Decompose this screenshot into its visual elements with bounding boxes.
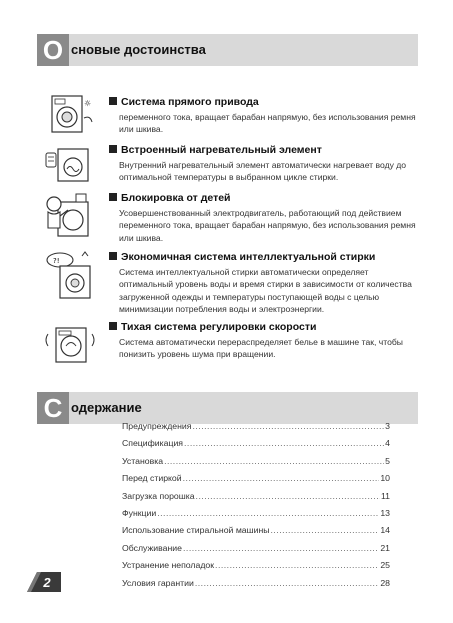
quiet-speed-icon xyxy=(42,320,98,366)
toc-label: Использование стиральной машины xyxy=(122,525,270,536)
section-title: сновые достоинства xyxy=(71,42,206,57)
bullet-square-icon xyxy=(109,322,117,330)
toc-page: 4 xyxy=(385,438,390,449)
svg-text:☼: ☼ xyxy=(84,99,92,108)
toc-label: Устранение неполадок xyxy=(122,560,215,571)
bullet-square-icon xyxy=(109,145,117,153)
toc-page: 10 xyxy=(380,473,390,484)
toc-label: Предупреждения xyxy=(122,421,192,431)
child-lock-icon xyxy=(40,192,98,242)
bullet-square-icon xyxy=(109,193,117,201)
toc-page: 14 xyxy=(380,525,390,536)
toc-entry[interactable] xyxy=(122,525,390,542)
toc-page: 25 xyxy=(380,560,390,571)
feature-title: Тихая система регулировки скорости xyxy=(121,321,317,333)
feature-direct-drive xyxy=(109,95,419,136)
toc-label: Спецификация xyxy=(122,438,183,449)
bullet-square-icon xyxy=(109,97,117,105)
bullet-square-icon xyxy=(109,252,117,260)
feature-title: Система прямого привода xyxy=(121,96,259,108)
toc-page: 13 xyxy=(380,507,390,518)
feature-title: Встроенный нагревательный элемент xyxy=(121,144,322,156)
feature-quiet-speed xyxy=(109,320,419,361)
toc-entry[interactable] xyxy=(122,543,390,560)
feature-heater xyxy=(109,143,419,184)
table-of-contents xyxy=(122,421,390,595)
toc-entry[interactable] xyxy=(122,560,390,577)
section-header-features xyxy=(37,34,418,66)
toc-page: 5 xyxy=(385,455,390,466)
svg-text:?!: ?! xyxy=(53,257,60,265)
smart-wash-icon xyxy=(40,250,98,300)
toc-label: Обслуживание xyxy=(122,542,182,553)
feature-text: Система автоматически перераспределяет белье в машине так, чтобы понизить уровень шума при вращении. xyxy=(119,337,403,360)
toc-label: Функции xyxy=(122,507,157,518)
feature-child-lock xyxy=(109,191,419,244)
toc-entry[interactable] xyxy=(122,456,390,473)
toc-entry[interactable] xyxy=(122,491,390,508)
toc-page: 11 xyxy=(380,490,390,501)
toc-entry[interactable] xyxy=(122,421,390,438)
feature-title: Экономичная система интеллектуальной стирки xyxy=(121,251,376,263)
feature-smart-wash xyxy=(109,250,419,315)
page-number-badge xyxy=(27,572,61,592)
feature-text: Внутренний нагревательный элемент автоматически нагревает воду до оптимальной температуры в выбранном цикле стирки. xyxy=(119,160,407,183)
section-title: одержание xyxy=(71,400,142,415)
page-number: 2 xyxy=(43,575,51,590)
toc-entry[interactable] xyxy=(122,578,390,595)
section-initial-letter: С xyxy=(37,392,69,424)
direct-drive-icon xyxy=(44,92,96,136)
toc-page: 3 xyxy=(385,421,390,431)
feature-text: Система интеллектуальной стирки автоматически определяет оптимальный уровень воды и время стирки в зависимости от количества загруженной одежды и температуры поступающей воды с целью минимизации потребления воды и электроэнергии. xyxy=(119,267,412,314)
section-header-contents xyxy=(37,392,418,424)
section-initial-letter: O xyxy=(37,34,69,66)
toc-label: Перед стиркой xyxy=(122,473,182,484)
toc-entry[interactable] xyxy=(122,473,390,490)
toc-label: Установка xyxy=(122,455,164,466)
toc-label: Условия гарантии xyxy=(122,577,194,588)
heater-icon xyxy=(44,143,98,185)
toc-label: Загрузка порошка xyxy=(122,490,195,501)
feature-text: Усовершенствованный электродвигатель, работающий под действием переменного тока, вращает барабан напрямую, без использования ремня или шкива. xyxy=(119,208,416,243)
toc-page: 28 xyxy=(380,577,390,588)
toc-page: 21 xyxy=(380,542,390,553)
toc-entry[interactable] xyxy=(122,438,390,455)
feature-title: Блокировка от детей xyxy=(121,192,231,204)
toc-entry[interactable] xyxy=(122,508,390,525)
feature-text: переменного тока, вращает барабан напрямую, без использования ремня или шкива. xyxy=(119,112,416,135)
